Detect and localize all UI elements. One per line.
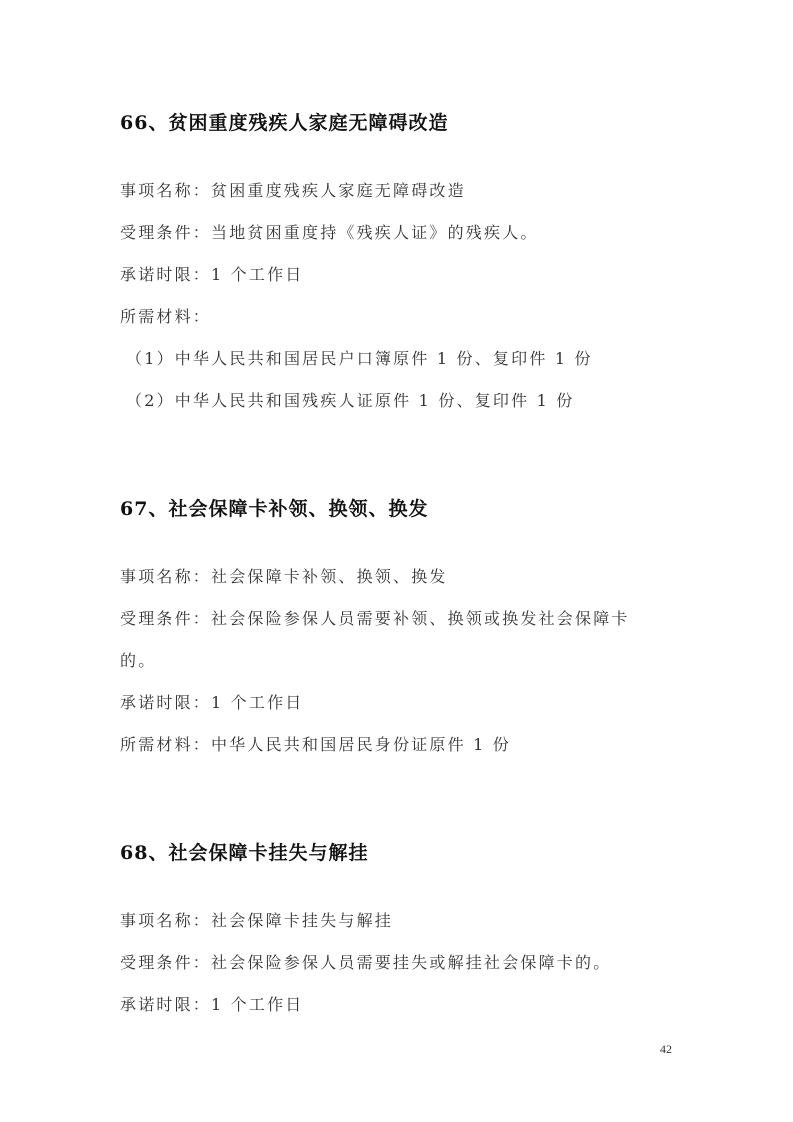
section-67 — [120, 494, 683, 754]
section-heading: 68、社会保障卡挂失与解挂 — [120, 842, 369, 864]
page-number: 42 — [660, 1042, 672, 1056]
material-item-1: （1）中华人民共和国居民户口簿原件 1 份、复印件 1 份 — [126, 349, 593, 368]
acceptance-condition-line: 受理条件：社会保险参保人员需要挂失或解挂社会保障卡的。 — [120, 953, 612, 972]
materials-label-line: 所需材料： — [120, 307, 212, 326]
section-heading: 67、社会保障卡补领、换领、换发 — [120, 498, 429, 520]
item-name-line: 事项名称：社会保障卡补领、换领、换发 — [120, 567, 448, 586]
acceptance-condition-continuation: 的。 — [120, 651, 157, 670]
material-item-2: （2）中华人民共和国残疾人证原件 1 份、复印件 1 份 — [126, 391, 575, 410]
item-name-line: 事项名称：贫困重度残疾人家庭无障碍改造 — [120, 181, 466, 200]
section-heading: 66、贫困重度残疾人家庭无障碍改造 — [120, 112, 449, 134]
section-66 — [120, 108, 683, 410]
section-68 — [120, 838, 683, 1014]
time-limit-line: 承诺时限：1 个工作日 — [120, 693, 304, 712]
time-limit-line: 承诺时限：1 个工作日 — [120, 265, 304, 284]
acceptance-condition-line: 受理条件：社会保险参保人员需要补领、换领或换发社会保障卡 — [120, 609, 630, 628]
acceptance-condition-line: 受理条件：当地贫困重度持《残疾人证》的残疾人。 — [120, 223, 539, 242]
materials-line: 所需材料：中华人民共和国居民身份证原件 1 份 — [120, 735, 511, 754]
time-limit-line: 承诺时限：1 个工作日 — [120, 995, 304, 1014]
item-name-line: 事项名称：社会保障卡挂失与解挂 — [120, 911, 394, 930]
